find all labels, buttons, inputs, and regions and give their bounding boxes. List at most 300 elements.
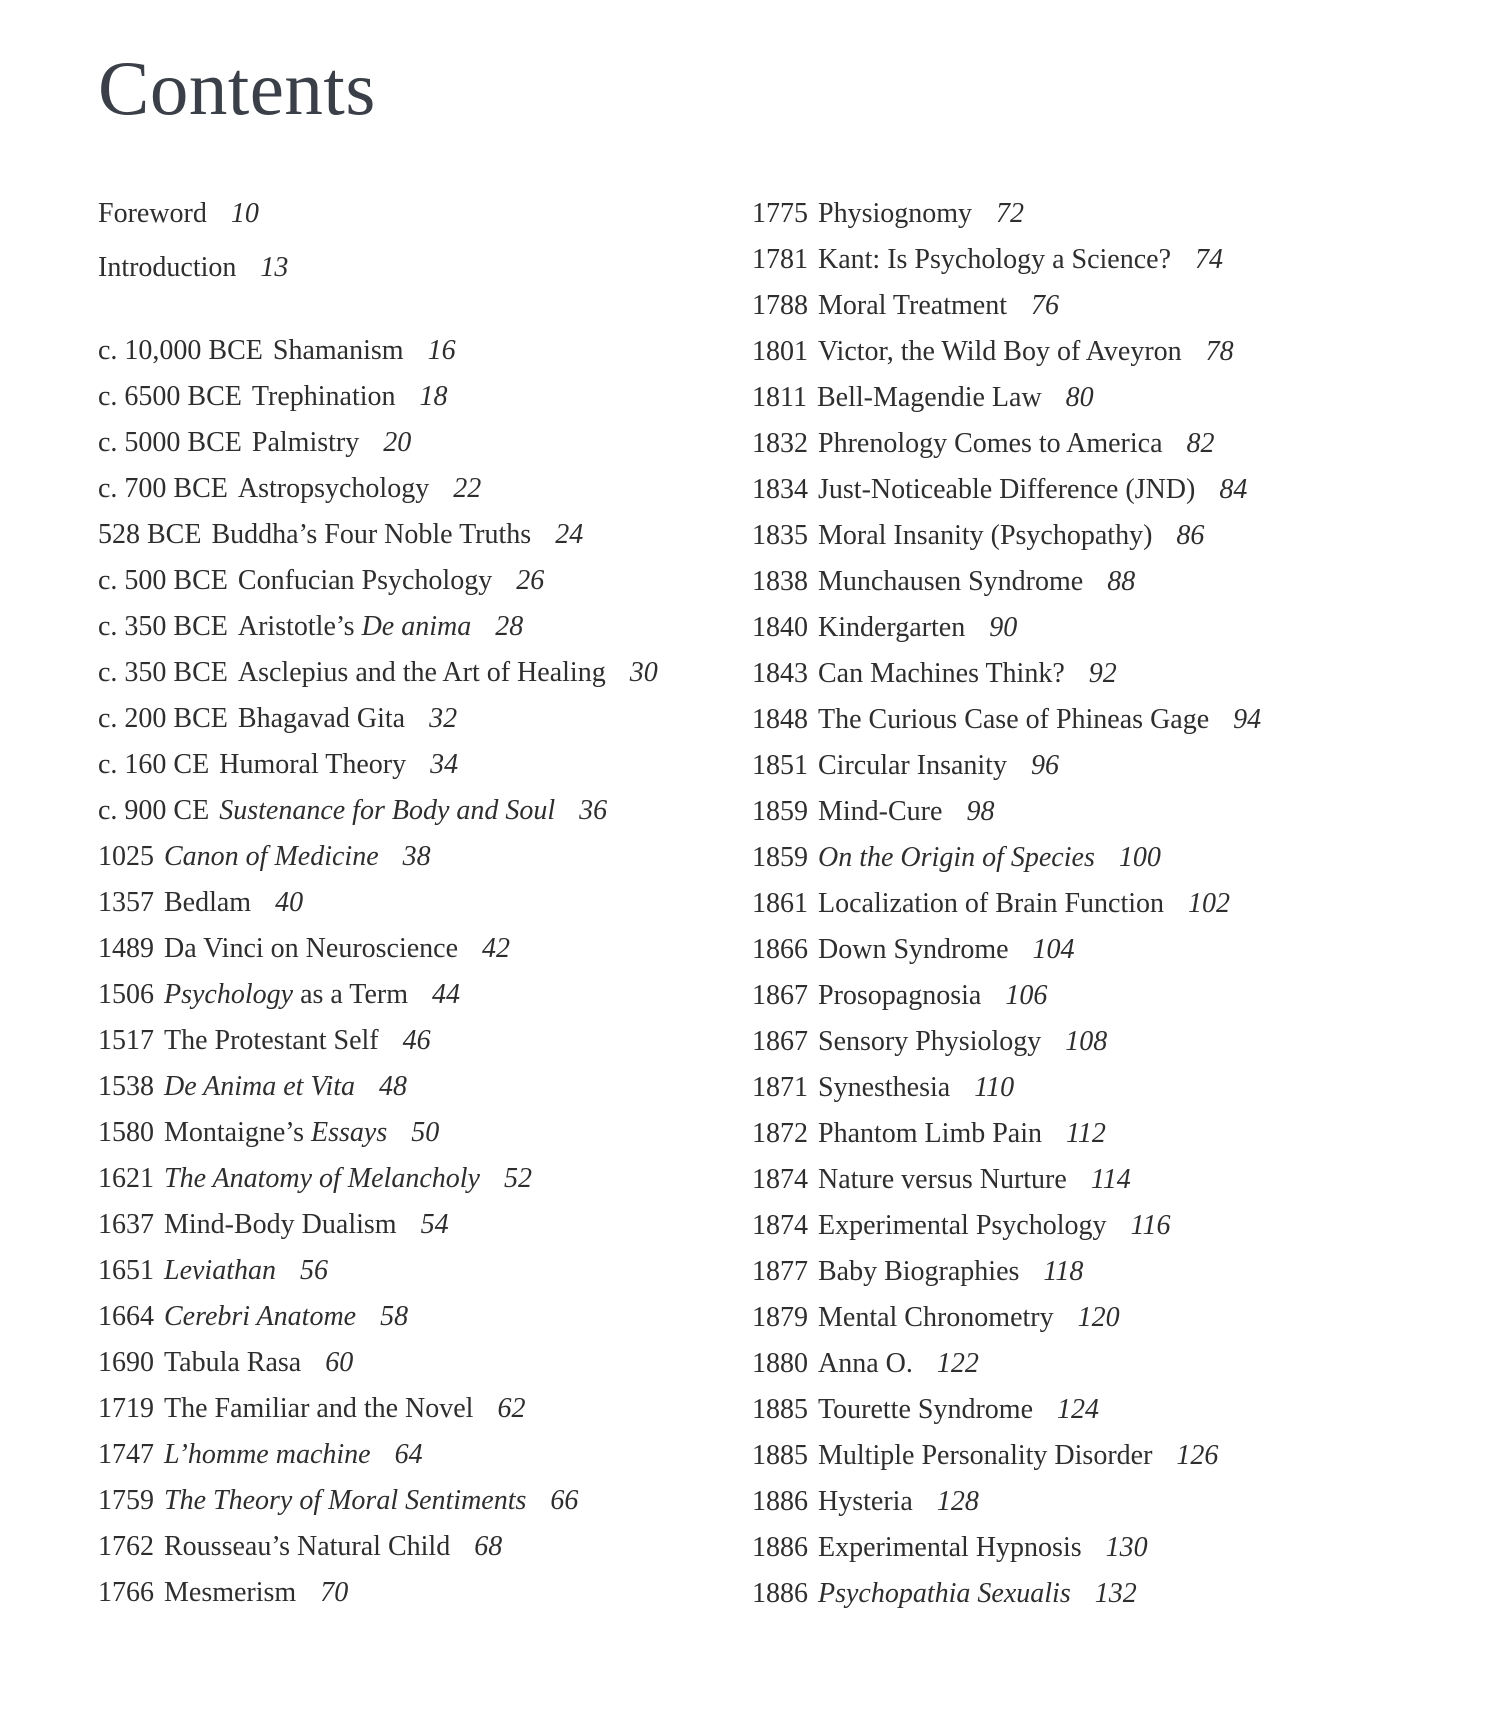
toc-entry bbox=[98, 471, 481, 507]
entry-title-segment: Mind-Cure bbox=[818, 796, 943, 827]
toc-entry bbox=[752, 1576, 1137, 1612]
toc-entry bbox=[98, 1299, 408, 1335]
entry-year: 1766 bbox=[98, 1577, 154, 1608]
entry-page-number: 10 bbox=[230, 198, 259, 229]
entry-title bbox=[818, 474, 1195, 505]
entry-title-segment: Confucian Psychology bbox=[237, 565, 493, 596]
entry-year: 1874 bbox=[752, 1210, 808, 1241]
entry-title bbox=[164, 979, 408, 1010]
entry-title-segment: The Curious Case of Phineas Gage bbox=[818, 704, 1210, 735]
entry-year: 1775 bbox=[752, 198, 808, 229]
entry-page-number: 126 bbox=[1176, 1440, 1219, 1471]
toc-entry bbox=[98, 977, 460, 1013]
entry-page-number: 122 bbox=[936, 1348, 979, 1379]
toc-entry bbox=[752, 886, 1230, 922]
entry-page-number: 112 bbox=[1066, 1118, 1106, 1149]
entry-title bbox=[818, 520, 1152, 551]
entry-title bbox=[211, 519, 531, 550]
entry-year: 1637 bbox=[98, 1209, 154, 1240]
entry-title bbox=[98, 252, 236, 283]
entry-title-segment: De anima bbox=[361, 611, 472, 642]
entry-title-segment: Localization of Brain Function bbox=[818, 888, 1165, 919]
entry-title bbox=[818, 1118, 1042, 1149]
entry-page-number: 76 bbox=[1031, 290, 1059, 321]
entry-page-number: 62 bbox=[497, 1393, 526, 1424]
entry-page-number: 40 bbox=[275, 887, 304, 918]
entry-page-number: 54 bbox=[420, 1209, 449, 1240]
toc-entry bbox=[98, 701, 457, 737]
entry-page-number: 56 bbox=[300, 1255, 328, 1286]
entry-year: 1859 bbox=[752, 796, 808, 827]
entry-title-segment: Munchausen Syndrome bbox=[818, 566, 1084, 597]
entry-title-segment: Physiognomy bbox=[818, 198, 973, 229]
entry-year: 1506 bbox=[98, 979, 154, 1010]
entry-title bbox=[818, 980, 981, 1011]
entry-year: 1880 bbox=[752, 1348, 808, 1379]
entry-year: 1867 bbox=[752, 1026, 808, 1057]
entry-title-segment: Buddha’s Four Noble Truths bbox=[211, 519, 532, 550]
toc-entry bbox=[752, 1300, 1120, 1336]
entry-year: 1832 bbox=[752, 428, 808, 459]
toc-entry bbox=[98, 609, 523, 645]
entry-title-segment: Trephination bbox=[251, 381, 396, 412]
entry-page-number: 38 bbox=[402, 841, 431, 872]
entry-year: 1489 bbox=[98, 933, 154, 964]
entry-year: c. 10,000 BCE bbox=[98, 335, 263, 366]
entry-title-segment: Tourette Syndrome bbox=[818, 1394, 1033, 1425]
entry-title bbox=[238, 473, 429, 504]
entry-page-number: 94 bbox=[1233, 704, 1262, 735]
toc-entry bbox=[752, 840, 1161, 876]
entry-title-segment: Palmistry bbox=[251, 427, 360, 458]
entry-title bbox=[238, 565, 492, 596]
entry-title-segment: Mesmerism bbox=[164, 1577, 297, 1608]
entry-year: 1840 bbox=[752, 612, 808, 643]
entry-page-number: 46 bbox=[402, 1025, 431, 1056]
entry-year: 1886 bbox=[752, 1578, 808, 1609]
entry-title bbox=[818, 888, 1164, 919]
entry-title bbox=[164, 1117, 387, 1148]
entry-title-segment: Canon of Medicine bbox=[164, 841, 379, 872]
entry-title bbox=[818, 612, 965, 643]
entry-page-number: 106 bbox=[1005, 980, 1048, 1011]
entry-year: 1872 bbox=[752, 1118, 808, 1149]
entry-title-segment: Experimental Hypnosis bbox=[818, 1532, 1082, 1563]
entry-title bbox=[238, 703, 405, 734]
entry-page-number: 84 bbox=[1219, 474, 1248, 505]
entry-page-number: 26 bbox=[516, 565, 545, 596]
entry-title-segment: Prosopagnosia bbox=[818, 980, 982, 1011]
toc-entry bbox=[98, 1345, 353, 1381]
toc-entry bbox=[98, 885, 303, 921]
entry-title-segment: De Anima et Vita bbox=[164, 1071, 356, 1102]
entry-title bbox=[818, 704, 1209, 735]
entry-title bbox=[818, 1302, 1054, 1333]
entry-year: c. 200 BCE bbox=[98, 703, 228, 734]
toc-entry bbox=[98, 1161, 532, 1197]
entry-title-segment: Da Vinci on Neuroscience bbox=[164, 933, 459, 964]
entry-year: 1690 bbox=[98, 1347, 154, 1378]
entry-page-number: 132 bbox=[1094, 1578, 1137, 1609]
entry-year: 1025 bbox=[98, 841, 154, 872]
entry-title-segment: Bedlam bbox=[164, 887, 252, 918]
entry-page-number: 34 bbox=[430, 749, 459, 780]
entry-page-number: 32 bbox=[429, 703, 458, 734]
entry-title-segment: The Anatomy of Melancholy bbox=[164, 1163, 480, 1194]
entry-year: 528 BCE bbox=[98, 519, 202, 550]
entry-year: c. 6500 BCE bbox=[98, 381, 242, 412]
entry-page-number: 100 bbox=[1118, 842, 1161, 873]
entry-page-number: 68 bbox=[474, 1531, 503, 1562]
entry-page-number: 80 bbox=[1065, 382, 1094, 413]
toc-entry bbox=[752, 518, 1204, 554]
toc-entry bbox=[752, 610, 1017, 646]
entry-year: 1877 bbox=[752, 1256, 808, 1287]
entry-title bbox=[164, 1025, 379, 1056]
toc-entry bbox=[752, 564, 1135, 600]
toc-entry bbox=[752, 242, 1223, 278]
entry-year: 1788 bbox=[752, 290, 808, 321]
entry-page-number: 86 bbox=[1176, 520, 1205, 551]
entry-title bbox=[818, 658, 1065, 689]
entry-title bbox=[818, 934, 1009, 965]
entry-title-segment: Victor, the Wild Boy of Aveyron bbox=[818, 336, 1182, 367]
entry-year: 1867 bbox=[752, 980, 808, 1011]
entry-title bbox=[164, 933, 458, 964]
entry-page-number: 70 bbox=[320, 1577, 349, 1608]
entry-title-segment: Rousseau’s Natural Child bbox=[164, 1531, 451, 1562]
entry-title-segment: Introduction bbox=[98, 252, 237, 283]
entry-title bbox=[818, 1486, 913, 1517]
entry-title-segment: Phantom Limb Pain bbox=[818, 1118, 1042, 1149]
toc-entry bbox=[98, 1253, 328, 1289]
entry-title-segment: Hysteria bbox=[818, 1486, 913, 1517]
entry-page-number: 18 bbox=[419, 381, 448, 412]
entry-title-segment: Can Machines Think? bbox=[818, 658, 1065, 689]
toc-entry bbox=[752, 748, 1059, 784]
entry-page-number: 16 bbox=[427, 335, 456, 366]
entry-year: c. 160 CE bbox=[98, 749, 210, 780]
entry-page-number: 110 bbox=[974, 1072, 1015, 1103]
entry-title-segment: Psychopathia Sexualis bbox=[818, 1578, 1071, 1609]
toc-entry bbox=[98, 1483, 578, 1519]
page-title: Contents bbox=[98, 45, 376, 131]
entry-page-number: 64 bbox=[394, 1439, 423, 1470]
entry-title-segment: Sensory Physiology bbox=[818, 1026, 1042, 1057]
entry-title-segment: Down Syndrome bbox=[818, 934, 1009, 965]
entry-title-segment: Foreword bbox=[98, 198, 207, 229]
entry-year: c. 350 BCE bbox=[98, 657, 228, 688]
entry-title bbox=[164, 1485, 526, 1516]
toc-entry bbox=[752, 702, 1261, 738]
entry-page-number: 66 bbox=[550, 1485, 579, 1516]
toc-entry bbox=[752, 1484, 979, 1520]
entry-title-segment: Mind-Body Dualism bbox=[164, 1209, 397, 1240]
entry-page-number: 92 bbox=[1088, 658, 1117, 689]
entry-title-segment: L’homme machine bbox=[164, 1439, 371, 1470]
toc-entry bbox=[752, 472, 1247, 508]
entry-title bbox=[164, 1071, 355, 1102]
entry-title-segment: Astropsychology bbox=[237, 473, 430, 504]
entry-page-number: 30 bbox=[629, 657, 658, 688]
entry-page-number: 28 bbox=[495, 611, 524, 642]
entry-year: 1851 bbox=[752, 750, 808, 781]
entry-year: c. 350 BCE bbox=[98, 611, 228, 642]
toc-entry bbox=[98, 196, 259, 232]
entry-title bbox=[818, 842, 1095, 873]
entry-page-number: 118 bbox=[1043, 1256, 1084, 1287]
entry-page-number: 72 bbox=[996, 198, 1025, 229]
entry-title bbox=[818, 750, 1007, 781]
entry-year: 1835 bbox=[752, 520, 808, 551]
entry-page-number: 52 bbox=[503, 1163, 532, 1194]
entry-title bbox=[817, 382, 1042, 413]
entry-title bbox=[98, 198, 207, 229]
entry-year: c. 5000 BCE bbox=[98, 427, 242, 458]
entry-year: 1871 bbox=[752, 1072, 808, 1103]
toc-entry bbox=[752, 1346, 979, 1382]
entry-year: 1843 bbox=[752, 658, 808, 689]
entry-page-number: 74 bbox=[1195, 244, 1224, 275]
entry-title-segment: Just-Noticeable Difference (JND) bbox=[818, 474, 1196, 505]
entry-title bbox=[818, 1348, 913, 1379]
toc-entry bbox=[752, 1070, 1014, 1106]
entry-title-segment: Asclepius and the Art of Healing bbox=[237, 657, 606, 688]
toc-entry bbox=[752, 1392, 1099, 1428]
toc-entry bbox=[752, 334, 1234, 370]
entry-title-segment: The Protestant Self bbox=[164, 1025, 379, 1056]
toc-entry bbox=[752, 288, 1059, 324]
toc-entry bbox=[752, 794, 994, 830]
entry-title-segment: On the Origin of Species bbox=[818, 842, 1095, 873]
entry-year: 1747 bbox=[98, 1439, 154, 1470]
entry-title bbox=[818, 1072, 950, 1103]
entry-year: 1879 bbox=[752, 1302, 808, 1333]
entry-title-segment: Leviathan bbox=[164, 1255, 276, 1286]
toc-entry bbox=[98, 250, 288, 286]
entry-year: 1719 bbox=[98, 1393, 154, 1424]
entry-title-segment: Nature versus Nurture bbox=[818, 1164, 1067, 1195]
entry-year: 1861 bbox=[752, 888, 808, 919]
entry-year: c. 500 BCE bbox=[98, 565, 228, 596]
entry-title bbox=[818, 566, 1083, 597]
entry-year: 1838 bbox=[752, 566, 808, 597]
entry-title-segment: Sustenance for Body and Soul bbox=[219, 795, 556, 826]
toc-entry bbox=[752, 1162, 1131, 1198]
entry-year: 1848 bbox=[752, 704, 808, 735]
toc-entry bbox=[98, 1069, 407, 1105]
toc-entry bbox=[752, 1116, 1106, 1152]
entry-title bbox=[238, 657, 606, 688]
entry-page-number: 48 bbox=[379, 1071, 408, 1102]
entry-page-number: 114 bbox=[1090, 1164, 1131, 1195]
entry-title bbox=[164, 1439, 371, 1470]
entry-page-number: 44 bbox=[432, 979, 460, 1010]
entry-title-segment: as a Term bbox=[293, 979, 408, 1010]
entry-title bbox=[164, 887, 251, 918]
entry-title bbox=[164, 1209, 397, 1240]
toc-entry bbox=[98, 1115, 439, 1151]
entry-title-segment: Moral Treatment bbox=[818, 290, 1007, 321]
toc-entry bbox=[98, 379, 448, 415]
entry-page-number: 50 bbox=[411, 1117, 440, 1148]
entry-title bbox=[818, 796, 942, 827]
entry-year: 1781 bbox=[752, 244, 808, 275]
entry-title-segment: Mental Chronometry bbox=[818, 1302, 1054, 1333]
entry-page-number: 24 bbox=[555, 519, 584, 550]
entry-page-number: 96 bbox=[1030, 750, 1059, 781]
entry-title bbox=[219, 749, 406, 780]
entry-title bbox=[273, 335, 404, 366]
entry-title bbox=[818, 244, 1171, 275]
entry-title bbox=[219, 795, 555, 826]
entry-title bbox=[818, 290, 1007, 321]
entry-title-segment: Essays bbox=[311, 1117, 388, 1148]
entry-year: 1762 bbox=[98, 1531, 154, 1562]
toc-entry bbox=[752, 1438, 1218, 1474]
entry-title bbox=[238, 611, 471, 642]
toc-entry bbox=[98, 793, 607, 829]
entry-year: 1538 bbox=[98, 1071, 154, 1102]
entry-title-segment: Cerebri Anatome bbox=[164, 1301, 357, 1332]
entry-title bbox=[164, 1577, 296, 1608]
toc-entry bbox=[98, 517, 583, 553]
entry-year: 1621 bbox=[98, 1163, 154, 1194]
entry-title bbox=[818, 1164, 1067, 1195]
entry-year: 1801 bbox=[752, 336, 808, 367]
entry-page-number: 60 bbox=[325, 1347, 354, 1378]
entry-title bbox=[818, 336, 1182, 367]
entry-title bbox=[164, 1255, 276, 1286]
entry-year: 1357 bbox=[98, 887, 154, 918]
entry-page-number: 88 bbox=[1107, 566, 1136, 597]
toc-entry bbox=[752, 426, 1215, 462]
entry-title bbox=[818, 198, 972, 229]
entry-title bbox=[164, 1531, 450, 1562]
entry-year: c. 700 BCE bbox=[98, 473, 228, 504]
entry-page-number: 128 bbox=[936, 1486, 979, 1517]
entry-title bbox=[818, 1578, 1071, 1609]
entry-title bbox=[164, 841, 379, 872]
toc-entry bbox=[98, 1575, 348, 1611]
entry-page-number: 78 bbox=[1205, 336, 1234, 367]
entry-year: 1886 bbox=[752, 1486, 808, 1517]
entry-year: 1834 bbox=[752, 474, 808, 505]
entry-page-number: 82 bbox=[1186, 428, 1215, 459]
toc-entry bbox=[752, 1208, 1170, 1244]
entry-title-segment: Psychology bbox=[164, 979, 294, 1010]
entry-title-segment: Phrenology Comes to America bbox=[818, 428, 1163, 459]
toc-entry bbox=[752, 1530, 1148, 1566]
entry-page-number: 90 bbox=[989, 612, 1018, 643]
entry-year: 1580 bbox=[98, 1117, 154, 1148]
entry-title-segment: Synesthesia bbox=[818, 1072, 951, 1103]
entry-title bbox=[818, 1256, 1019, 1287]
entry-title bbox=[818, 1210, 1107, 1241]
entry-year: 1759 bbox=[98, 1485, 154, 1516]
toc-entry bbox=[98, 563, 544, 599]
toc-entry bbox=[752, 1254, 1083, 1290]
entry-title-segment: Experimental Psychology bbox=[818, 1210, 1107, 1241]
entry-page-number: 98 bbox=[966, 796, 995, 827]
entry-title-segment: Shamanism bbox=[272, 335, 404, 366]
entry-page-number: 20 bbox=[383, 427, 412, 458]
entry-year: 1866 bbox=[752, 934, 808, 965]
entry-title bbox=[252, 427, 359, 458]
entry-title-segment: Baby Biographies bbox=[818, 1256, 1020, 1287]
toc-entry bbox=[98, 839, 431, 875]
toc-entry bbox=[98, 425, 411, 461]
entry-title bbox=[164, 1301, 356, 1332]
entry-title-segment: The Familiar and the Novel bbox=[164, 1393, 474, 1424]
entry-page-number: 120 bbox=[1077, 1302, 1120, 1333]
toc-entry bbox=[98, 655, 658, 691]
entry-page-number: 130 bbox=[1105, 1532, 1148, 1563]
toc-entry bbox=[98, 1529, 502, 1565]
entry-title bbox=[818, 1026, 1041, 1057]
entry-title bbox=[818, 1532, 1082, 1563]
entry-title bbox=[164, 1163, 480, 1194]
toc-entry bbox=[752, 656, 1117, 692]
entry-title bbox=[818, 1440, 1152, 1471]
entry-year: c. 900 CE bbox=[98, 795, 210, 826]
entry-title-segment: Multiple Personality Disorder bbox=[818, 1440, 1153, 1471]
entry-title-segment: Circular Insanity bbox=[818, 750, 1007, 781]
entry-page-number: 104 bbox=[1032, 934, 1075, 965]
entry-title bbox=[818, 1394, 1033, 1425]
entry-title-segment: Aristotle’s bbox=[237, 611, 362, 642]
entry-page-number: 13 bbox=[260, 252, 289, 283]
entry-year: 1874 bbox=[752, 1164, 808, 1195]
entry-year: 1811 bbox=[752, 382, 807, 413]
entry-page-number: 108 bbox=[1065, 1026, 1108, 1057]
entry-title-segment: Bhagavad Gita bbox=[237, 703, 406, 734]
entry-page-number: 42 bbox=[482, 933, 511, 964]
entry-title-segment: Bell-Magendie Law bbox=[816, 382, 1042, 413]
entry-year: 1886 bbox=[752, 1532, 808, 1563]
entry-title-segment: Anna O. bbox=[818, 1348, 913, 1379]
entry-page-number: 36 bbox=[579, 795, 608, 826]
entry-page-number: 22 bbox=[453, 473, 482, 504]
toc-entry bbox=[98, 931, 510, 967]
entry-title-segment: Kant: Is Psychology a Science? bbox=[818, 244, 1172, 275]
entry-title bbox=[164, 1393, 473, 1424]
toc-entry bbox=[752, 380, 1094, 416]
toc-entry bbox=[752, 1024, 1107, 1060]
toc-entry bbox=[98, 1391, 525, 1427]
entry-title bbox=[818, 428, 1163, 459]
entry-year: 1664 bbox=[98, 1301, 154, 1332]
entry-title-segment: Montaigne’s bbox=[164, 1117, 311, 1148]
toc-entry bbox=[98, 1207, 449, 1243]
entry-year: 1517 bbox=[98, 1025, 154, 1056]
entry-title-segment: The Theory of Moral Sentiments bbox=[164, 1485, 527, 1516]
entry-title-segment: Humoral Theory bbox=[219, 749, 407, 780]
toc-entry bbox=[752, 932, 1075, 968]
entry-page-number: 116 bbox=[1130, 1210, 1171, 1241]
entry-title-segment: Kindergarten bbox=[818, 612, 966, 643]
entry-title bbox=[252, 381, 396, 412]
entry-title-segment: Moral Insanity (Psychopathy) bbox=[818, 520, 1153, 551]
toc-entry bbox=[98, 747, 458, 783]
entry-page-number: 124 bbox=[1057, 1394, 1099, 1425]
entry-year: 1885 bbox=[752, 1440, 808, 1471]
entry-title bbox=[164, 1347, 301, 1378]
toc-entry bbox=[752, 196, 1024, 232]
toc-entry bbox=[98, 1437, 423, 1473]
toc-entry bbox=[98, 333, 456, 369]
entry-title-segment: Tabula Rasa bbox=[164, 1347, 302, 1378]
